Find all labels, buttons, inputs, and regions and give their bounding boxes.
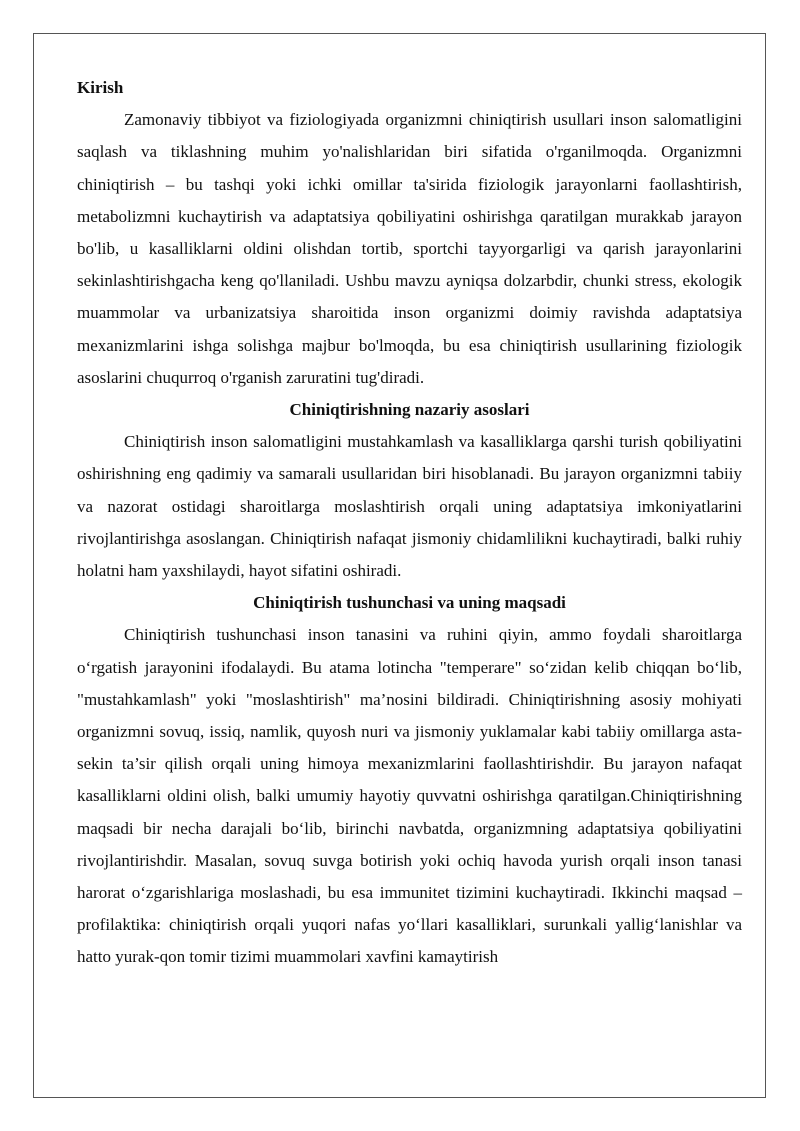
heading-intro: Kirish [77, 78, 124, 97]
paragraph-intro: Zamonaviy tibbiyot va fiziologiyada organizmni chiniqtirish usullari inson salomatligini saqlash va tiklashning muhim yo'nalishlaridan biri sifatida o'rganilmoqda. Organizmni chiniqtirish – bu tashqi yoki ichki omillar ta'sirida fiziologik jarayonlarni faollashtirish, metabolizmni kuchaytirish va adaptatsiya qobiliyatini oshirishga qaratilgan murakkab jarayon bo'lib, u kasalliklarni oldini olishdan tortib, sportchi tayyorgarligi va qarish jarayonlarini sekinlashtirishgacha keng qo'llaniladi. Ushbu mavzu ayniqsa dolzarbdir, chunki stress, ekologik muammolar va urbanizatsiya sharoitida inson organizmi doimiy ravishda adaptatsiya mexanizmlarini ishga solishga majbur bo'lmoqda, bu esa chiniqtirish usullarining fiziologik asoslarini chuqurroq o'rganish zaruratini tug'diradi. [77, 110, 742, 387]
paragraph-theory: Chiniqtirish inson salomatligini mustahkamlash va kasalliklarga qarshi turish qobiliyatini oshirishning eng qadimiy va samarali usullaridan biri hisoblanadi. Bu jarayon organizmni tabiiy va nazorat ostidagi sharoitlarga moslashtirish orqali uning adaptatsiya imkoniyatlarini rivojlantirishga asoslangan. Chiniqtirish nafaqat jismoniy chidamlilikni kuchaytiradi, balki ruhiy holatni ham yaxshilaydi, hayot sifatini oshiradi. [77, 432, 742, 581]
paragraph-concept: Chiniqtirish tushunchasi inson tanasini va ruhini qiyin, ammo foydali sharoitlarga o‘rgatish jarayonini ifodalaydi. Bu atama lotincha "temperare" so‘zidan kelib chiqqan bo‘lib, "mustahkamlash" yoki "moslashtirish" ma’nosini bildiradi. Chiniqtirishning asosiy mohiyati organizmni sovuq, issiq, namlik, quyosh nuri va jismoniy yuklamalar kabi tabiiy omillarga asta-sekin ta’sir qilish orqali uning himoya mexanizmlarini faollashtirishdir. Bu jarayon nafaqat kasalliklarni oldini olish, balki umumiy hayotiy quvvatni oshirishga qaratilgan.Chiniqtirishning maqsadi bir necha darajali bo‘lib, birinchi navbatda, organizmning adaptatsiya qobiliyatini rivojlantirishdir. Masalan, sovuq suvga botirish yoki ochiq havoda yurish orqali inson tanasi harorat o‘zgarishlariga moslashadi, bu esa immunitet tizimini kuchaytiradi. Ikkinchi maqsad – profilaktika: chiniqtirish orqali yuqori nafas yo‘llari kasalliklari, surunkali yallig‘lanishlar va hatto yurak-qon tomir tizimi muammolari xavfini kamaytirish [77, 625, 742, 967]
heading-theory: Chiniqtirishning nazariy asoslari [289, 400, 530, 420]
document-body [77, 72, 742, 974]
heading-concept: Chiniqtirish tushunchasi va uning maqsadi [253, 593, 566, 613]
